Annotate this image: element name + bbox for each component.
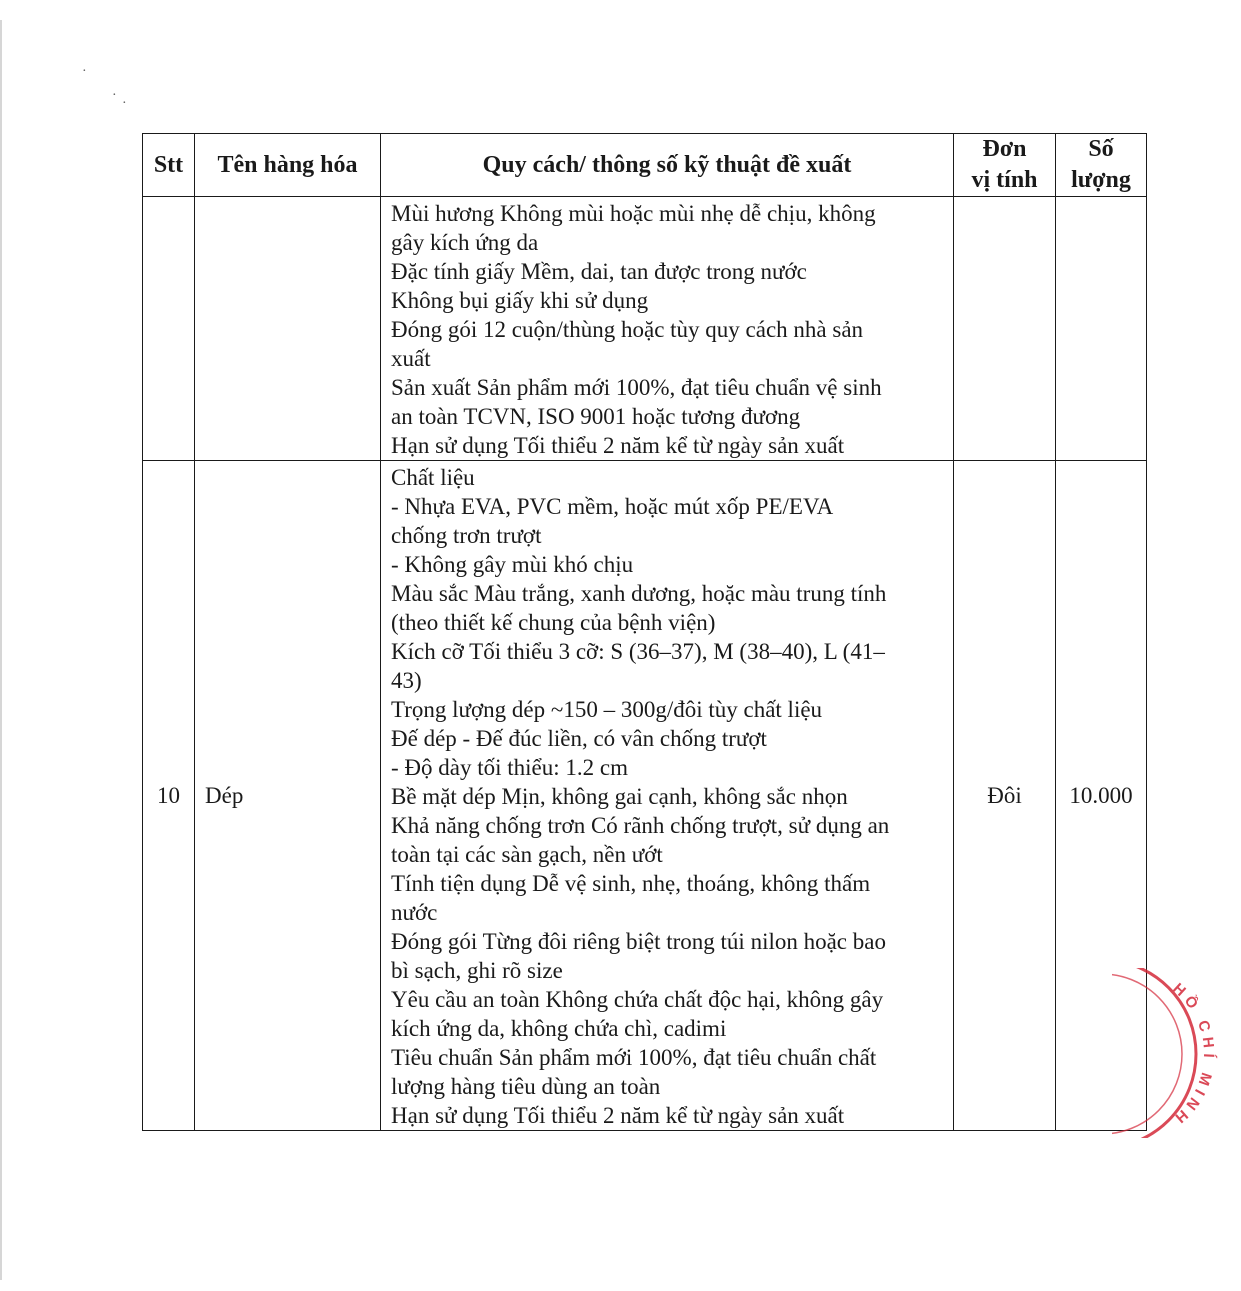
svg-text:HỒ CHÍ MINH: HỒ CHÍ MINH — [1167, 979, 1218, 1130]
scan-speck: · — [82, 64, 87, 79]
row-stt-cell: 10 — [143, 461, 195, 1131]
spec-line: Đặc tính giấy Mềm, dai, tan được trong nước — [391, 259, 807, 284]
row-unit-cell — [954, 197, 1056, 461]
spec-line: Đế dép - Đế đúc liền, có vân chống trượt — [391, 726, 767, 751]
row-stt-cell — [143, 197, 195, 461]
header-unit-line2: vị tính — [971, 167, 1038, 193]
spec-line: Tiêu chuẩn Sản phẩm mới 100%, đạt tiêu chuẩn chất — [391, 1045, 877, 1070]
spec-line: Chất liệu — [391, 465, 475, 490]
spec-line: Đóng gói 12 cuộn/thùng hoặc tùy quy cách nhà sản — [391, 317, 864, 342]
seal-graphic — [1112, 968, 1220, 1138]
table-row — [143, 461, 1147, 1131]
scan-speck: · — [112, 88, 117, 103]
header-specification: Quy cách/ thông số kỹ thuật đề xuất — [381, 134, 954, 197]
header-quantity — [1056, 134, 1147, 197]
spec-line: 43) — [391, 668, 422, 693]
header-product-name: Tên hàng hóa — [195, 134, 381, 197]
spec-line: Hạn sử dụng Tối thiểu 2 năm kể từ ngày sản xuất — [391, 1103, 845, 1128]
spec-line: kích ứng da, không chứa chì, cadimi — [391, 1016, 727, 1041]
row-qty-cell: 10.000 — [1056, 461, 1147, 1131]
spec-line: chống trơn trượt — [391, 523, 542, 548]
spec-line: Tính tiện dụng Dễ vệ sinh, nhẹ, thoáng, không thấm — [391, 871, 871, 896]
header-qty-line1: Số — [1088, 136, 1114, 162]
spec-line: - Không gây mùi khó chịu — [391, 552, 634, 577]
table-row — [143, 197, 1147, 461]
spec-line: bì sạch, ghi rõ size — [391, 958, 563, 983]
scan-speck: · — [122, 96, 127, 111]
spec-line: nước — [391, 900, 438, 925]
row-spec-cell — [381, 461, 954, 1131]
spec-line: Khả năng chống trơn Có rãnh chống trượt, sử dụng an — [391, 813, 890, 838]
spec-line: Kích cỡ Tối thiểu 3 cỡ: S (36–37), M (38–40), L (41– — [391, 639, 885, 664]
header-unit — [954, 134, 1056, 197]
specification-table — [142, 133, 1147, 1131]
scan-border — [0, 20, 2, 1280]
row-name-cell — [195, 197, 381, 461]
spec-line: toàn tại các sàn gạch, nền ướt — [391, 842, 663, 867]
spec-line: an toàn TCVN, ISO 9001 hoặc tương đương — [391, 404, 801, 429]
official-seal-stamp — [1112, 968, 1220, 1138]
spec-line: Trọng lượng dép ~150 – 300g/đôi tùy chất liệu — [391, 697, 823, 722]
spec-line: Sản xuất Sản phẩm mới 100%, đạt tiêu chuẩn vệ sinh — [391, 375, 882, 400]
spec-line: Bề mặt dép Mịn, không gai cạnh, không sắc nhọn — [391, 784, 848, 809]
spec-line: Đóng gói Từng đôi riêng biệt trong túi nilon hoặc bao — [391, 929, 886, 954]
spec-line: Không bụi giấy khi sử dụng — [391, 288, 649, 313]
spec-line: Màu sắc Màu trắng, xanh dương, hoặc màu trung tính — [391, 581, 887, 606]
spec-line: Hạn sử dụng Tối thiểu 2 năm kể từ ngày sản xuất — [391, 433, 845, 458]
header-unit-line1: Đơn — [982, 136, 1027, 162]
row-unit-cell: Đôi — [954, 461, 1056, 1131]
spec-line: - Nhựa EVA, PVC mềm, hoặc mút xốp PE/EVA — [391, 494, 834, 519]
spec-line: (theo thiết kế chung của bệnh viện) — [391, 610, 716, 635]
row-spec-cell — [381, 197, 954, 461]
spec-line: - Độ dày tối thiểu: 1.2 cm — [391, 755, 628, 780]
header-stt: Stt — [143, 134, 195, 197]
table-header-row — [143, 134, 1147, 197]
row-name-cell: Dép — [195, 461, 381, 1131]
header-qty-line2: lượng — [1071, 167, 1131, 193]
spec-line: xuất — [391, 346, 431, 371]
row-qty-cell — [1056, 197, 1147, 461]
spec-line: Mùi hương Không mùi hoặc mùi nhẹ dễ chịu, không — [391, 201, 876, 226]
spec-line: lượng hàng tiêu dùng an toàn — [391, 1074, 661, 1099]
spec-line: gây kích ứng da — [391, 230, 539, 255]
spec-line: Yêu cầu an toàn Không chứa chất độc hại, không gây — [391, 987, 884, 1012]
